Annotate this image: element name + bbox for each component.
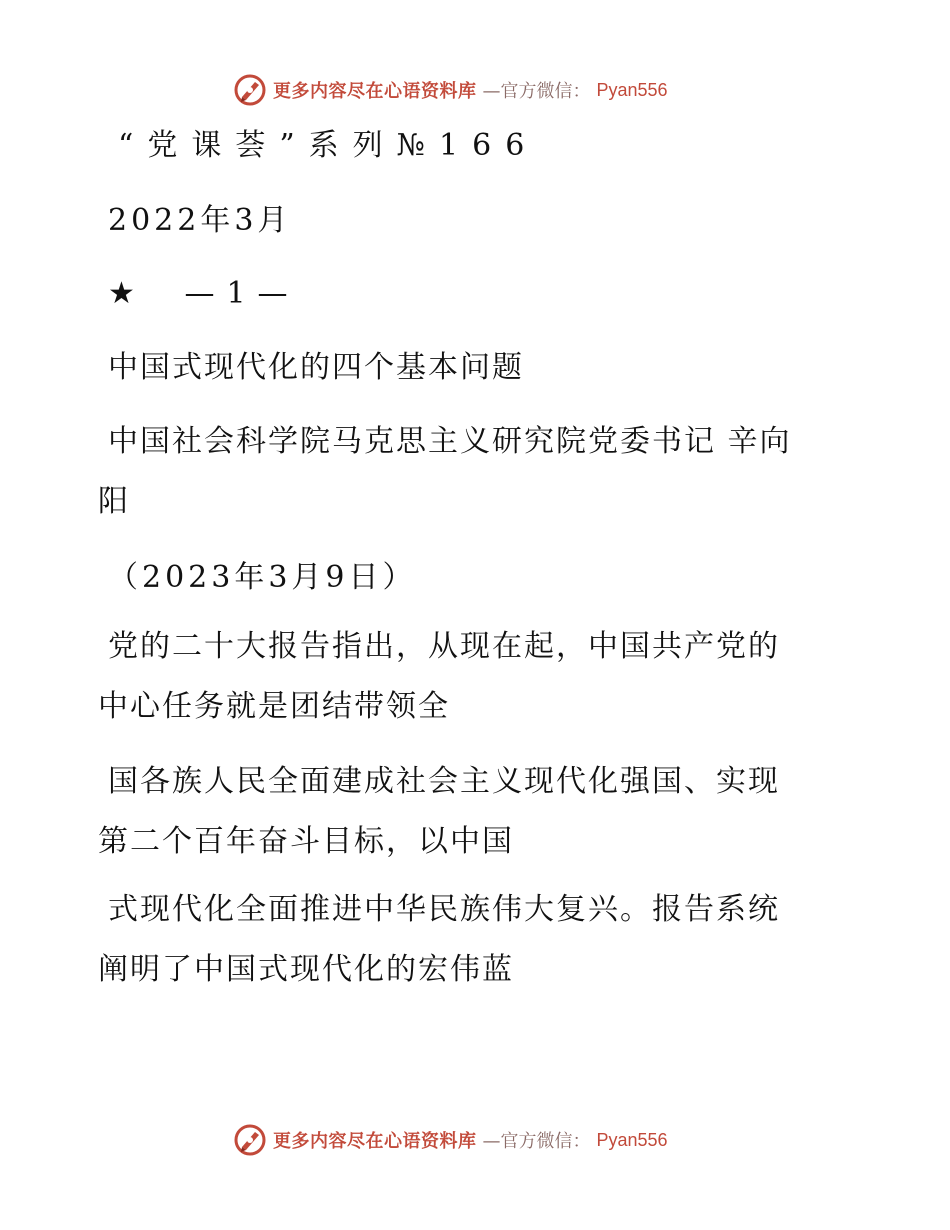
author-line-2: 阳 [98, 484, 130, 519]
series-label: “党课荟”系列№166 [118, 128, 539, 163]
lecture-date: （2023年3月9日） [108, 560, 417, 595]
issue-date: 2022年3月 [108, 203, 292, 238]
page-number: —1— [184, 276, 300, 311]
paragraph-3-line-2: 阐明了中国式现代化的宏伟蓝 [98, 952, 514, 987]
footer-watermark [233, 1122, 733, 1158]
paragraph-3-line-1: 式现代化全面推进中华民族伟大复兴。报告系统 [108, 892, 780, 927]
article-title: 中国式现代化的四个基本问题 [108, 350, 524, 385]
paragraph-2 [98, 752, 780, 872]
watermark-separator: —官方微信： [482, 1131, 591, 1152]
paragraph-3 [98, 880, 780, 1000]
watermark-wechat-id: Pyan556 [596, 1129, 668, 1150]
header-watermark [233, 72, 733, 108]
pen-logo-icon [233, 1123, 267, 1157]
paragraph-2-line-1: 国各族人民全面建成社会主义现代化强国、实现 [108, 764, 780, 799]
paragraph-1 [98, 617, 780, 737]
watermark-main-text: 更多内容尽在心语资料库 [273, 81, 477, 102]
star-icon: ★ [108, 276, 135, 311]
author-line-1: 中国社会科学院马克思主义研究院党委书记 辛向 [108, 424, 792, 459]
paragraph-1-line-1: 党的二十大报告指出，从现在起，中国共产党的 [108, 629, 780, 664]
author-line [98, 412, 792, 532]
watermark-separator: —官方微信： [482, 81, 591, 102]
pen-logo-icon [233, 73, 267, 107]
watermark-main-text: 更多内容尽在心语资料库 [273, 1131, 477, 1152]
page-marker [108, 276, 300, 312]
watermark-wechat-id: Pyan556 [596, 79, 668, 100]
paragraph-1-line-2: 中心任务就是团结带领全 [98, 689, 450, 724]
paragraph-2-line-2: 第二个百年奋斗目标，以中国 [98, 824, 514, 859]
